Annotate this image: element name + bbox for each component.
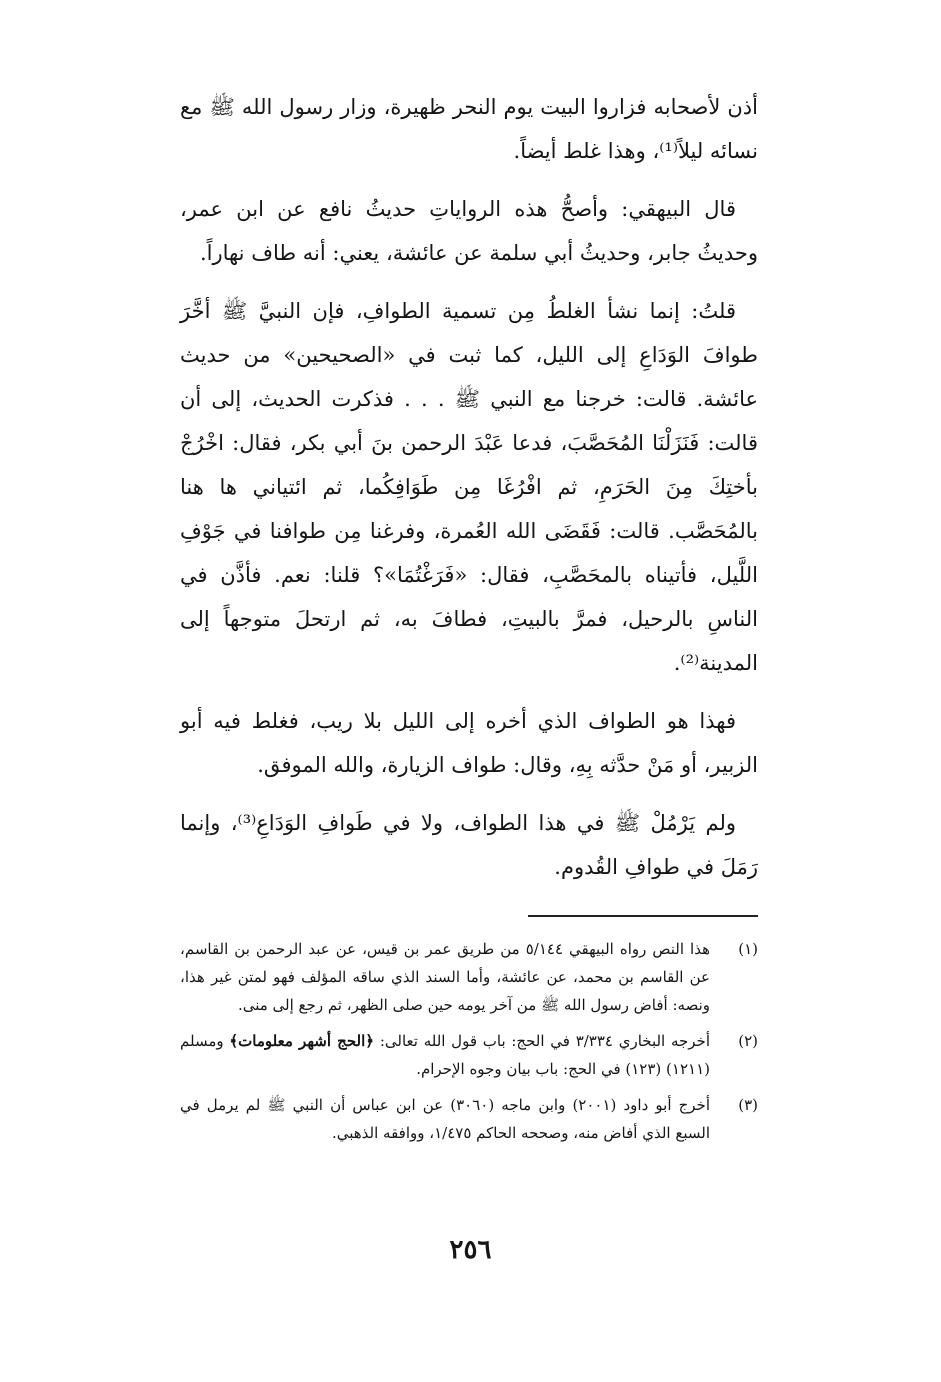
footnote-divider: [528, 915, 758, 917]
footnote-2: [180, 1027, 758, 1083]
footnote-text: هذا النص رواه البيهقي ٥/١٤٤ من طريق عمر بن قيس، عن عبد الرحمن بن القاسم، عن القاسم بن محمد، عن عائشة، وأما السند الذي ساقه المؤلف فهو لمتن غير هذا، ونصه: أفاض رسول الله ﷺ من آخر يومه حين صلى الظهر، ثم رجع إلى منى.: [180, 940, 710, 1014]
footnotes: [180, 935, 758, 1155]
footnote-3: [180, 1091, 758, 1147]
footnote-text: أخرج أبو داود (٢٠٠١) وابن ماجه (٣٠٦٠) عن ابن عباس أن النبي ﷺ لم يرمل في السبع الذي أفاض منه، وصححه الحاكم ١/٤٧٥، ووافقه الذهبي.: [180, 1096, 710, 1142]
footnote-text-part: أخرجه البخاري ٣/٣٣٤ في الحج: باب قول الله تعالى:: [374, 1032, 710, 1050]
paragraph-1: أذن لأصحابه فزاروا البيت يوم النحر ظهيرة، وزار رسول الله ﷺ مع نسائه ليلاً⁽¹⁾، وهذا غلط أيضاً.: [180, 95, 758, 163]
footnote-number: (١): [738, 940, 758, 958]
page-number: ٢٥٦: [449, 1235, 492, 1265]
paragraph-5: ولم يَرْمُلْ ﷺ في هذا الطواف، ولا في طَوافِ الوَدَاعِ⁽³⁾، وإنما رَمَلَ في طوافِ القُدوم.: [180, 811, 758, 879]
quran-quote: ﴿الحج أشهر معلومات﴾: [229, 1032, 375, 1050]
footnote-text-part: ومسلم (١٢١١) (١٢٣) في الحج: باب بيان وجوه الإحرام.: [180, 1032, 710, 1078]
footnote-1: [180, 935, 758, 1019]
footnote-text: [180, 1027, 710, 1083]
footnote-number: (٣): [738, 1096, 758, 1114]
paragraph-3: قلتُ: إنما نشأ الغلطُ مِن تسمية الطوافِ، فإن النبيَّ ﷺ أخَّرَ طوافَ الوَدَاعِ إلى الليل، كما ثبت في «الصحيحين» من حديث عائشة. قالت: خرجنا مع النبي ﷺ . . . فذكرت الحديث، إلى أن قالت: فَنَزَلْنَا المُحَصَّبَ، فدعا عَبْدَ الرحمن بنَ أبي بكر، فقال: اخْرُجْ بأختِكَ مِنَ الحَرَمِ، ثم افْرُغَا مِن طَوَافِكُما، ثم ائتياني ها هنا بالمُحَصَّب. قالت: فَقَضَى الله العُمرة، وفرغنا مِن طوافنا في جَوْفِ اللَّيل، فأتيناه بالمحَصَّبِ، فقال: «فَرَغْتُمَا»؟ قلنا: نعم. فأذَّن في الناسِ بالرحيل، فمرَّ بالبيتِ، فطافَ به، ثم ارتحلَ متوجهاً إلى المدينة⁽²⁾.: [180, 299, 758, 675]
paragraph-2: قال البيهقي: وأصحُّ هذه الرواياتِ حديثُ نافع عن ابن عمر، وحديثُ جابر، وحديثُ أبي سلمة عن عائشة، يعني: أنه طاف نهاراً.: [180, 197, 758, 265]
paragraph-4: فهذا هو الطواف الذي أخره إلى الليل بلا ريب، فغلط فيه أبو الزبير، أو مَنْ حدَّثه بِهِ، وقال: طواف الزيارة، والله الموفق.: [180, 709, 758, 777]
footnote-number: (٢): [738, 1032, 758, 1050]
main-text: [180, 85, 758, 903]
